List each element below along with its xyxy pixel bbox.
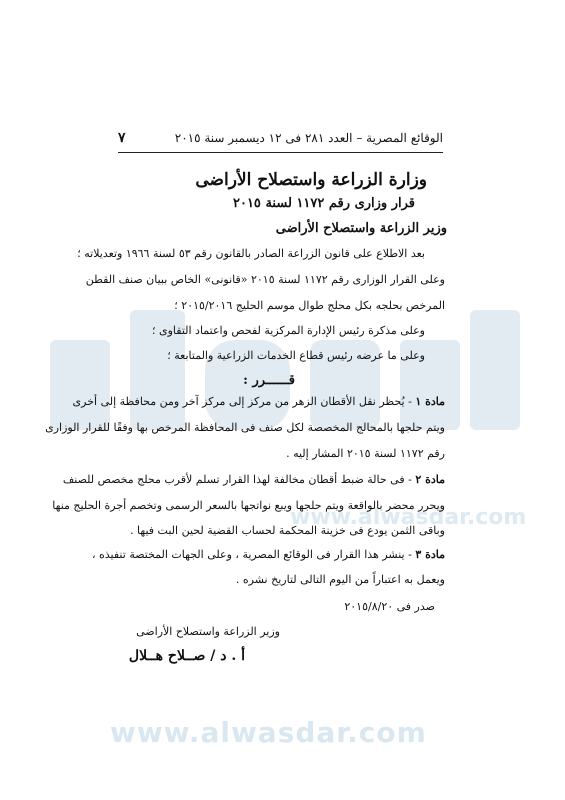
signer-name: أ . د / صــلاح هــلال	[128, 648, 245, 664]
article-label: مادة ١	[415, 395, 445, 408]
article-line: وباقى الثمن يودع فى خزينة المحكمة لحساب القضية لحين البت فيها .	[130, 524, 445, 537]
article-line: ويتم حلجها بالمحالج المخصصة لكل صنف فى المحافظة المرخص بها وفقًا للقرار الوزارى	[45, 421, 445, 434]
preamble-line: بعد الاطلاع على قانون الزراعة الصادر بالقانون رقم ٥٣ لسنة ١٩٦٦ وتعديلاته ؛	[77, 247, 425, 260]
article-label: مادة ٣	[415, 548, 445, 561]
watermark-text-mid: www.alwasdar.com	[290, 505, 527, 530]
minister-heading: وزير الزراعة واستصلاح الأراضى	[275, 221, 447, 236]
decided-heading: قــــــرر :	[243, 373, 295, 388]
ministry-title: وزارة الزراعة واستصلاح الأراضى	[195, 170, 427, 190]
article-label: مادة ٢	[415, 473, 445, 486]
watermark-text: www.alwasdar.com	[110, 716, 427, 749]
article-2-first-line	[63, 473, 445, 486]
preamble-line: وعلى ما عرضه رئيس قطاع الخدمات الزراعية والمتابعة ؛	[167, 349, 425, 362]
article-text: - فى حالة ضبط أقطان مخالفة لهذا القرار تسلم لأقرب محلج مخصص للصنف	[62, 473, 416, 486]
watermark-logo	[40, 300, 530, 440]
preamble-line: وعلى مذكرة رئيس الإدارة المركزية لفحص واعتماد التقاوى ؛	[152, 324, 425, 337]
page-number: ٧	[118, 130, 126, 146]
issue-date: صدر فى ٢٠١٥/٨/٢٠	[344, 600, 435, 613]
article-line: ويحرر محضر بالواقعة ويتم حلجها ويبع نواتجها بالسعر الرسمى وتخصم أجرة الحليج منها	[52, 499, 445, 512]
article-text: - ينشر هذا القرار فى الوقائع المصرية ، وعلى الجهات المختصة تنفيذه ،	[91, 548, 416, 561]
article-1-first-line	[73, 395, 445, 408]
gazette-header	[118, 130, 443, 146]
article-3-first-line	[92, 548, 445, 561]
article-text: - يُحظر نقل الأقطان الزهر من مركز إلى مركز آخر ومن محافظة إلى أخرى	[72, 395, 416, 408]
header-divider	[118, 152, 443, 153]
signer-title: وزير الزراعة واستصلاح الأراضى	[136, 625, 280, 638]
gazette-header-text: الوقائع المصرية – العدد ٢٨١ فى ١٢ ديسمبر سنة ٢٠١٥	[174, 131, 443, 145]
article-line: ويعمل به اعتباراً من اليوم التالى لتاريخ نشره .	[235, 573, 445, 586]
preamble-line: المرخص بحلجه بكل محلج طوال موسم الحليج ٢٠١٥/٢٠١٦ ؛	[174, 299, 445, 312]
preamble-line: وعلى القرار الوزارى رقم ١١٧٢ لسنة ٢٠١٥ «قانونى» الخاص ببيان صنف القطن	[85, 273, 445, 286]
decree-title: قرار وزارى رقم ١١٧٢ لسنة ٢٠١٥	[232, 196, 415, 211]
article-line: رقم ١١٧٢ لسنة ٢٠١٥ المشار إليه .	[286, 447, 445, 460]
